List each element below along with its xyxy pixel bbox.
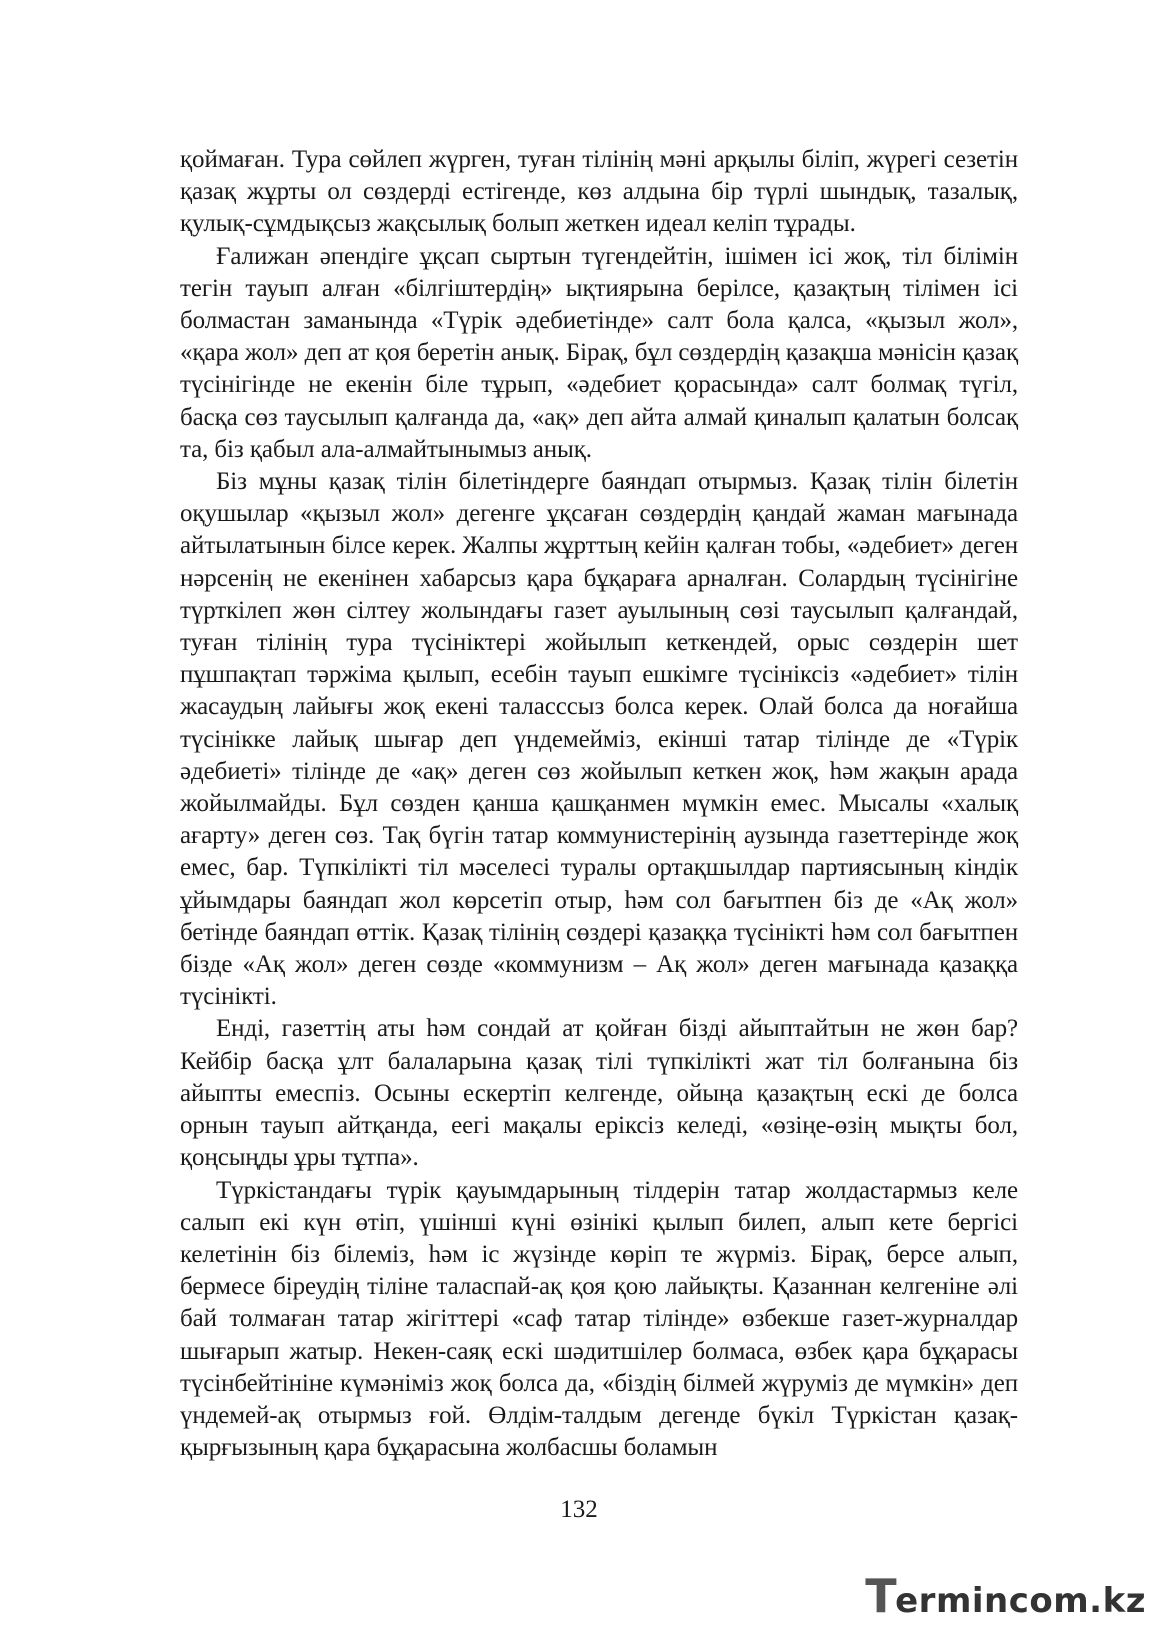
site-watermark xyxy=(865,1569,1146,1623)
page-number: 132 xyxy=(560,1496,598,1523)
paragraph-3: Біз мұны қазақ тілін білетіндерге баяндап отырмыз. Қазақ тілін білетін оқушылар «қызыл жол» дегенге ұқсаған сөздердің қандай жаман мағынада айтылатынын білсе керек. Жалпы жұрттың кейін қалған тобы, «әдебиет» деген нәрсенің не екенінен хабарсыз қара бұқараға арналған. Солардың түсінігіне түрткілеп жөн сілтеу жолындағы газет ауылының сөзі таусылып қалғандай, туған тілінің тура түсініктері жойылып кеткендей, орыс сөздерін шет пұшпақтап тәржіма қылып, есебін тауып ешкімге түсініксіз «әдебиет» тілін жасаудың лайығы жоқ екені таласссыз болса керек. Олай болса да ноғайша түсінікке лайық шығар деп үндемейміз, екінші татар тілінде де «Түрік әдебиеті» тілінде де «ақ» деген сөз жойылып кеткен жоқ, һәм жақын арада жойылмайды. Бұл сөзден қанша қашқанмен мүмкін емес. Мысалы «халық ағарту» деген сөз. Тақ бүгін татар коммунистерінің аузында газеттерінде жоқ емес, бар. Түпкілікті тіл мәселесі туралы ортақшылдар партиясының кіндік ұйымдары баяндап жол көрсетіп отыр, һәм сол бағытпен біз де «Ақ жол» бетінде баяндап өттік. Қазақ тілінің сөздері қазаққа түсінікті һәм сол бағытпен бізде «Ақ жол» деген сөзде «коммунизм – Ақ жол» деген мағынада қазаққа түсінікті. xyxy=(180,468,1018,1011)
paragraph-5: Түркістандағы түрік қауымдарының тілдерін татар жолдастармыз келе салып екі күн өтіп, үшінші күні өзінікі қылып билеп, алып кете бергісі келетінін біз білеміз, һәм іс жүзінде көріп те жүрміз. Бірақ, берсе алып, бермесе біреудің тіліне таласпай-ақ қоя қою лайықты. Қазаннан келгеніне әлі бай толмаған татар жігіттері «саф татар тілінде» өзбекше газет-журналдар шығарып жатыр. Некен-саяқ ескі шәдитшілер болмаса, өзбек қара бұқарасы түсінбейтініне күмәніміз жоқ болса да, «біздің білмей жүруміз де мүмкін» деп үндемей-ақ отырмыз ғой. Өлдім-талдым дегенде бүкіл Түркістан қазақ-қырғызының қара бұқарасына жолбасшы боламын xyxy=(180,1176,1018,1462)
watermark-text: ermincom.kz xyxy=(895,1581,1146,1621)
watermark-initial: T xyxy=(865,1569,898,1623)
paragraph-4: Енді, газеттің аты һәм сондай ат қойған бізді айыптайтын не жөн бар? Кейбір басқа ұлт балаларына қазақ тілі түпкілікті жат тіл болғанына біз айыпты емеспіз. Осыны ескертіп келгенде, ойыңа қазақтың ескі де болса орнын тауып айтқанда, еегі мақалы еріксіз келеді, «өзіңе-өзің мықты бол, қоңсыңды ұры тұтпа». xyxy=(180,1015,1018,1172)
body-text xyxy=(180,144,1018,1464)
paragraph-2: Ғалижан әпендіге ұқсап сыртын түгендейтін, ішімен ісі жоқ, тіл білімін тегін тауып алған «білгіштердің» ықтиярына берілсе, қазақтың тілімен ісі болмастан заманында «Түрік әдебиетінде» салт бола қалса, «қызыл жол», «қара жол» деп ат қоя беретін анық. Бірақ, бұл сөздердің қазақша мәнісін қазақ түсінігінде не екенін біле тұрып, «әдебиет қорасында» салт болмақ түгіл, басқа сөз таусылып қалғанда да, «ақ» деп айта алмай қиналып қалатын болсақ та, біз қабыл ала-алмайтынымыз анық. xyxy=(180,242,1018,463)
paragraph-1: қоймаған. Тура сөйлеп жүрген, туған тілінің мәні арқылы біліп, жүрегі сезетін қазақ жұрты ол сөздерді естігенде, көз алдына бір түрлі шындық, тазалық, қулық-сұмдықсыз жақсылық болып жеткен идеал келіп тұрады. xyxy=(180,146,1018,238)
